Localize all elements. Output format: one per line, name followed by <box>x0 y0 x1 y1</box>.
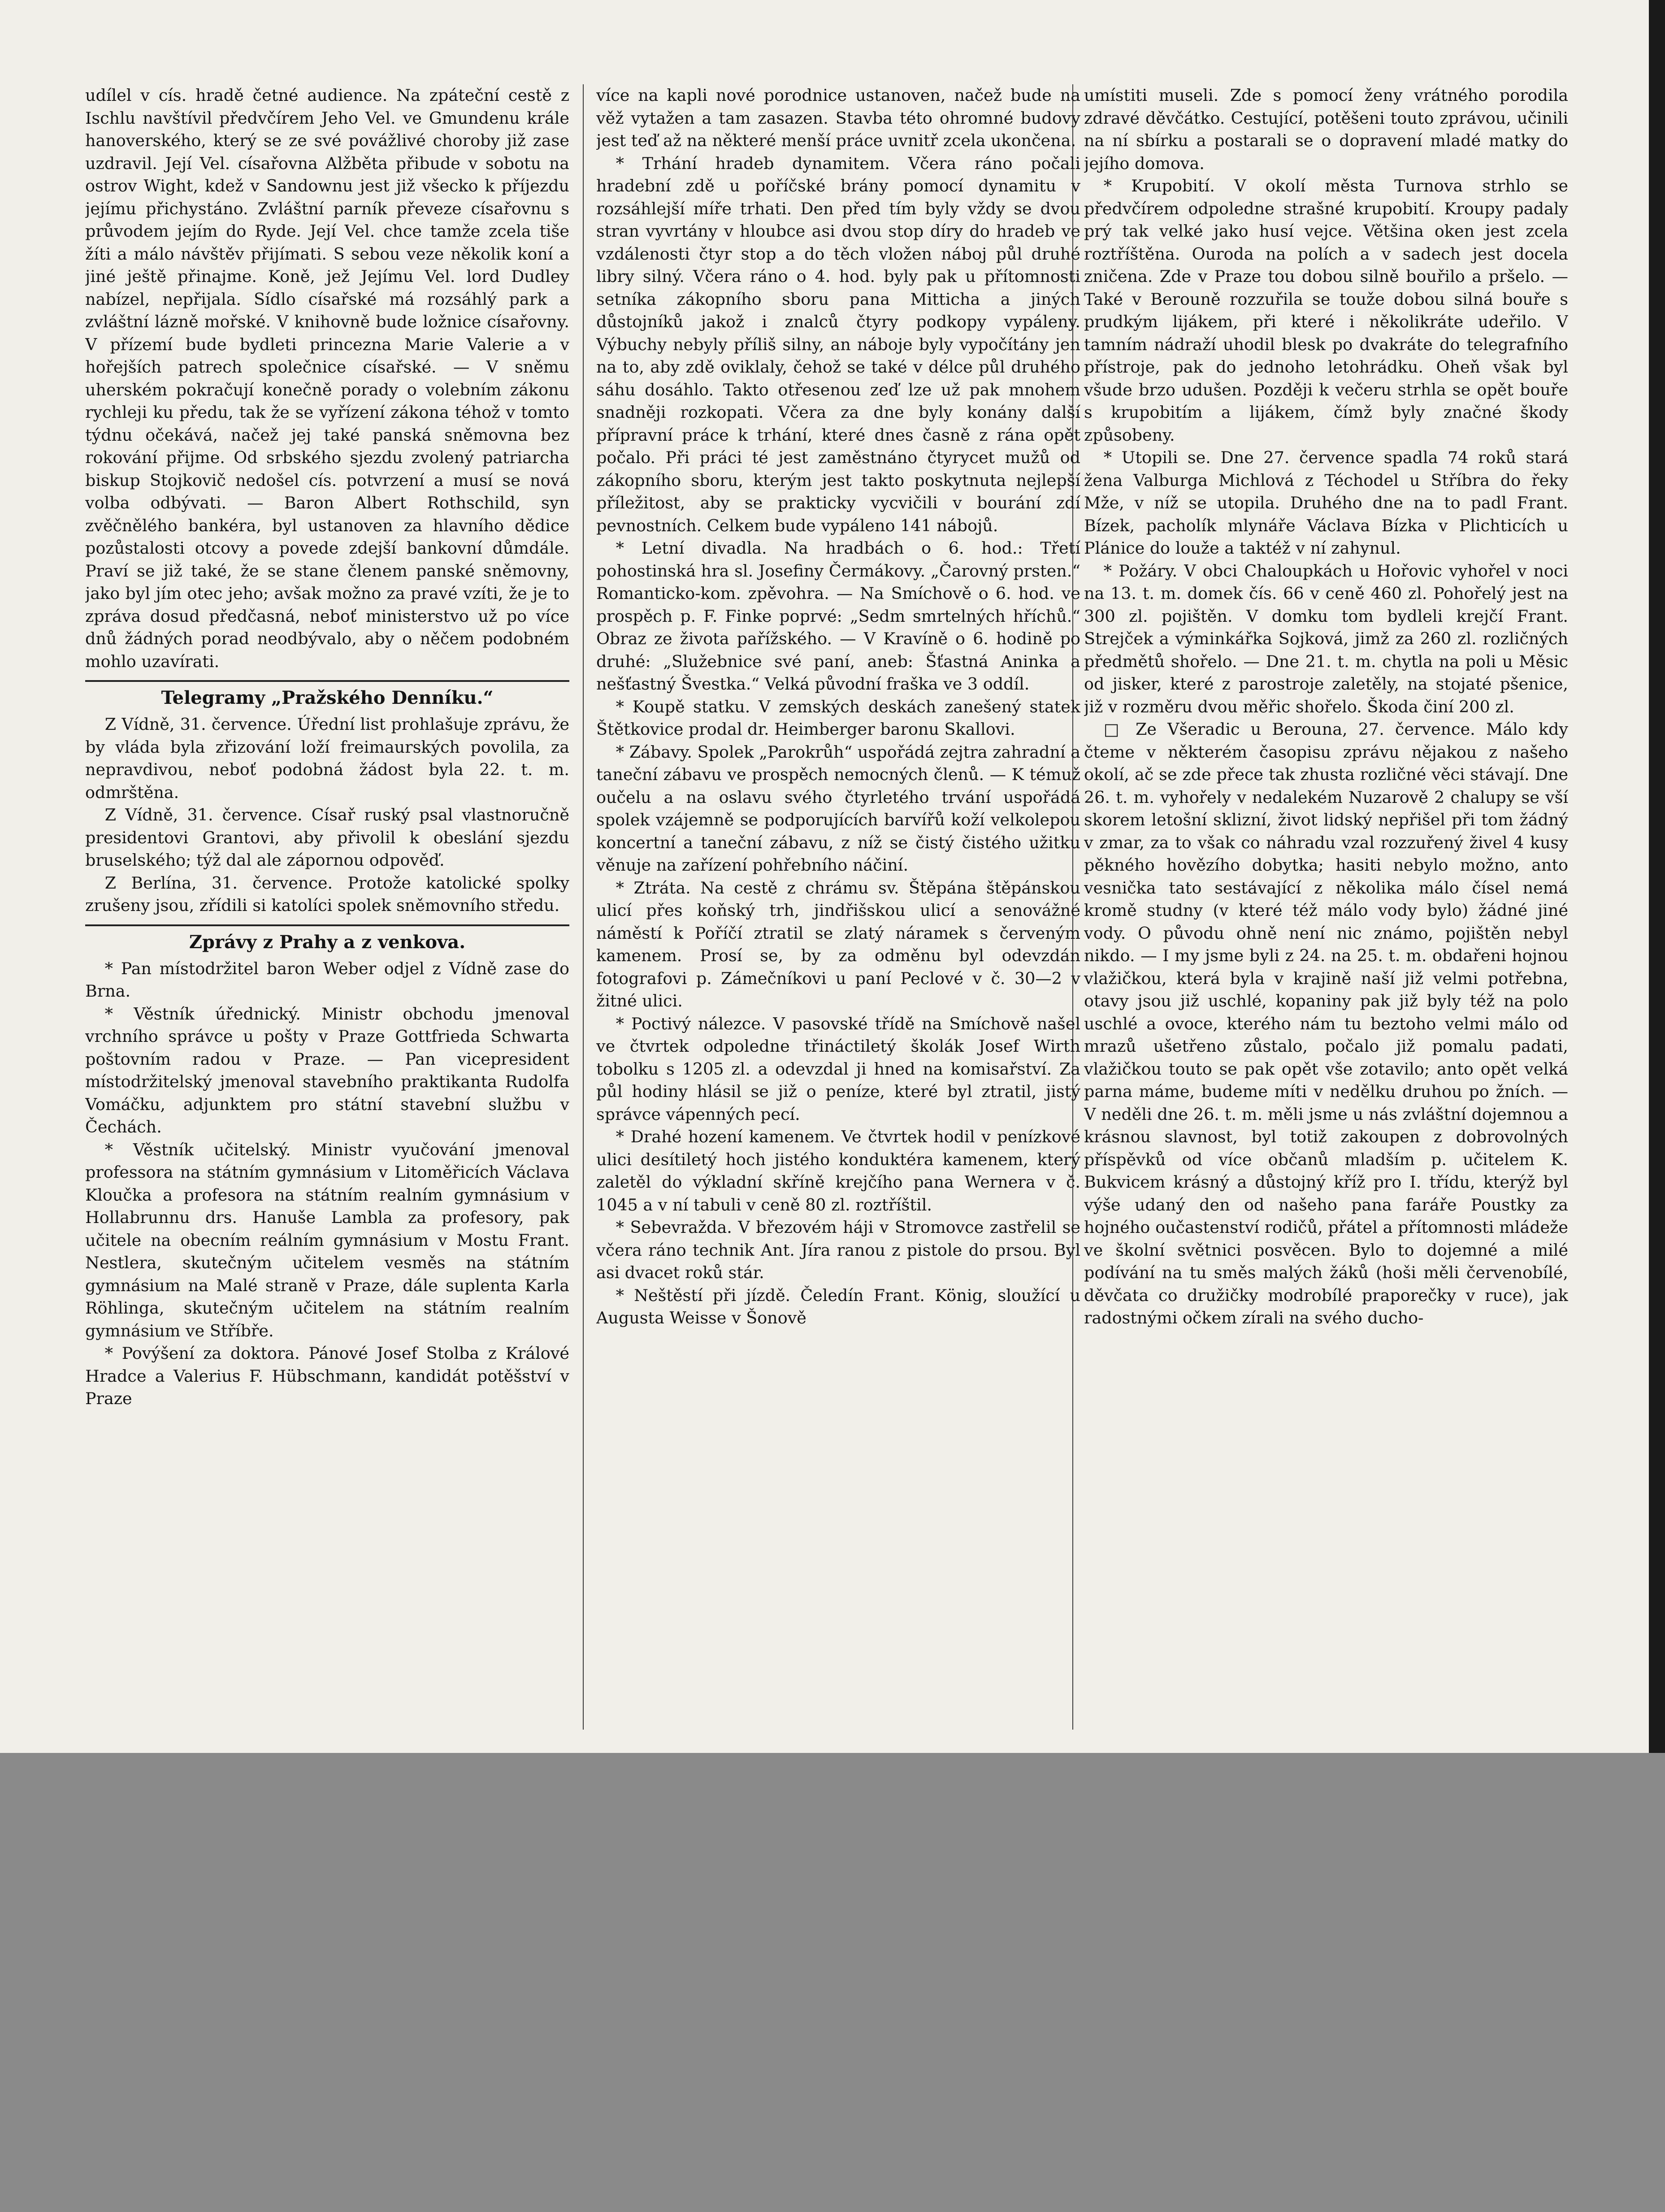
news-heading: Zprávy z Prahy a z venkova. <box>189 931 466 953</box>
news-item: * Věstník učitelský. Ministr vyučování jmenoval professora na státním gymnásium v Litoměřicích Václava Kloučka a profesora na státním realním gymnásium v Hollabrunnu drs. Hanuše Lambla za profesory, pak učitele na obecním reálním gymnásium v Mostu Frant. Nestlera, skutečným učitelem vesměs na státním gymnásium na Malé straně v Praze, dále suplenta Karla Röhlinga, skutečným učitelem na státním realním gymnásium ve Stříbře. <box>85 1140 569 1340</box>
court-news-paragraph: udílel v cís. hradě četné audience. Na zpáteční cestě z Ischlu navštívil předvčírem Jeho Vel. ve Gmundenu krále hanoverského, který se ze své povážlivé choroby již zase uzdravil. Její Vel. císařovna Alžběta přibude v sobotu na ostrov Wight, kdež v Sandownu jest již všecko k příjezdu jejímu přichystáno. Zvláštní parník převeze císařovnu s průvodem jejím do Ryde. Její Vel. chce tamže zcela tiše žíti a málo návštěv přijímati. S sebou veze několik koní a jiné ještě přinajme. Koně, jež Jejímu Vel. lord Dudley nabízel, nepřijala. Sídlo císařské má rozsáhlý park a zvláštní lázně mořské. V knihovně bude ložnice císařovny. V přízemí bude bydleti princezna Marie Valerie a v hořejších patrech společnice císařské. — V sněmu uherském pokračují konečně porady o volebním zákonu rychleji ku předu, tak že se vyřízení zákona téhož v tomto týdnu očekává, načež jej také panská sněmovna bez rokování přijme. Od srbského sjezdu zvolený patriarcha biskup Stojkovič nedošel cís. potvrzení a musí se nová volba odbývati. — Baron Albert Rothschild, syn zvěčnělého bankéra, byl ustanoven za hlavního dědice pozůstalosti otcovy a povede zdejší bankovní důmdále. Praví se již také, že se stane členem panské sněmovny, jako byl jím otec jeho; avšak možno za pravé vzíti, že je to zpráva dosud předčasná, neboť ministerstvo už po více dnů žádných porad neodbývalo, aby o něčem podobném mohlo uzavírati. <box>85 86 569 671</box>
telegram-vienna-2: Z Vídně, 31. července. Císař ruský psal vlastnoručně presidentovi Grantovi, aby přivolil k obeslání sjezdu bruselského; týž dal ale zápornou odpověď. <box>85 805 569 870</box>
news-item: * Ztráta. Na cestě z chrámu sv. Štěpána štěpánskou ulicí přes koňský trh, jindřišskou ulicí a senovážné náměstí k Poříčí ztratil se zlatý náramek s červeným kamenem. Prosí se, by za odměnu byl odevzdán fotografovi p. Zámečníkovi u paní Peclové v č. 30—2 v žitné ulici. <box>596 878 1080 1011</box>
news-item: * Sebevražda. V březovém háji v Stromovce zastřelil se včera ráno technik Ant. Jíra ranou z pistole do prsou. Byl asi dvacet roků stár. <box>596 1218 1080 1282</box>
column-3 <box>1084 84 1568 1743</box>
news-item: * Požáry. V obci Chaloupkách u Hořovic vyhořel v noci na 13. t. m. domek čís. 66 v ceně 460 zl. Pohořelý jest na 300 zl. pojištěn. V domku tom bydleli krejčí Frant. Strejček a výminkářka Sojková, jimž za 260 zl. rozličných předmětů shořelo. — Dne 21. t. m. chytla na poli u Měsic od jisker, které z parostroje zaletěly, na stojaté pšenice, již v rozměru dvou měřic shořelo. Škoda činí 200 zl. <box>1084 561 1568 716</box>
scan-edge-shadow <box>1649 0 1665 1753</box>
news-item: * Povýšení za doktora. Pánové Josef Stolba z Králové Hradce a Valerius F. Hübschmann, kandidát potěšství v Praze <box>85 1344 569 1408</box>
section-rule <box>85 680 569 682</box>
telegram-heading: Telegramy „Pražského Denníku.“ <box>161 687 494 708</box>
news-item: * Věstník úřednický. Ministr obchodu jmenoval vrchního správce u pošty v Praze Gottfrieda Schwarta poštovním radou v Praze. — Pan vicepresident místodržitelský jmenoval stavebního praktikanta Rudolfa Vomáčku, adjunktem pro státní stavební službu v Čechách. <box>85 1004 569 1136</box>
telegram-berlin: Z Berlína, 31. července. Protože katolické spolky zrušeny jsou, zřídili si katolíci spolek sněmovního středu. <box>85 873 569 915</box>
telegram-vienna-1: Z Vídně, 31. července. Úřední list prohlašuje zprávu, že by vláda byla zřizování loží freimaurských povolila, za nepravdivou, neboť podobná žádost byla 22. t. m. odmrštěna. <box>85 715 569 802</box>
news-item: umístiti museli. Zde s pomocí ženy vrátného porodila zdravé děvčátko. Cestující, potěšeni touto zprávou, učinili na ní sbírku a postarali se o dopravení mladé matky do jejího domova. <box>1084 86 1568 173</box>
section-rule <box>85 924 569 926</box>
column-divider-1 <box>583 84 584 1730</box>
news-item: * Utopili se. Dne 27. července spadla 74 roků stará žena Valburga Michlová z Téchodel u Stříbra do řeky Mže, v níž se utopila. Druhého dne na to padl Frant. Bízek, pacholík mlynáře Václava Bízka v Plichticích u Plánice do louže a taktéž v ní zahynul. <box>1084 448 1568 558</box>
news-item: * Zábavy. Spolek „Parokrůh“ uspořádá zejtra zahradní a taneční zábavu ve prospěch nemocných členů. — K témuž oučelu a na oslavu svého čtyrletého trvání uspořádá spolek vzájemně se podporujících barvířů koží velkolepou koncertní a taneční zábavu, z níž se čistý čistého užitku věnuje na zařízení pohřebního náčiní. <box>596 742 1080 875</box>
news-item: * Krupobití. V okolí města Turnova strhlo se předvčírem odpoledne strašné krupobití. Kroupy padaly prý tak velké jako husí vejce. Většina oken jest zcela roztříštěna. Ouroda na polích a v sadech jest docela zničena. Zde v Praze tou dobou silně bouřilo a pršelo. — Také v Berouně rozzuřila se touže dobou silná bouře s prudkým lijákem, při které i několikráte udeřilo. V tamním nádraží uhodil blesk po dvakráte do telegrafního přístroje, pak do jednoho letohrádku. Oheň však byl všude brzo udušen. Později k večeru strhla se opět bouře s krupobitím a lijákem, čímž byly značné škody způsobeny. <box>1084 176 1568 445</box>
scan-background <box>0 1753 1665 2212</box>
news-item: * Koupě statku. V zemských deskách zanešený statek Štětkovice prodal dr. Heimberger baronu Skallovi. <box>596 697 1080 739</box>
news-item: * Neštěstí při jízdě. Čeledín Frant. König, sloužící u Augusta Weisse v Šonově <box>596 1285 1080 1327</box>
news-item: * Poctivý nálezce. V pasovské třídě na Smíchově našel ve čtvrtek odpoledne třináctiletý školák Josef Wirth tobolku s 1205 zl. a odevzdal ji hned na komisařství. Za půl hodiny hlásil se již o peníze, které byl ztratil, jistý správce vápenných pecí. <box>596 1014 1080 1124</box>
news-item: více na kapli nové porodnice ustanoven, načež bude na věž vytažen a tam zasazen. Stavba této ohromné budovy jest teď až na některé menší práce uvnitř zcela ukončena. <box>596 86 1080 150</box>
news-item: * Letní divadla. Na hradbách o 6. hod.: Třetí pohostinská hra sl. Josefiny Čermákovy. „Čarovný prsten.“ Romanticko-kom. zpěvohra. — Na Smíchově o 6. hod. ve prospěch p. F. Finke poprvé: „Sedm smrtelných hříchů.“ Obraz ze života pařížského. — V Kravíně o 6. hodině po druhé: „Služebnice své paní, aneb: Šťastná Aninka a nešťastný Švestka.“ Velká původní fraška ve 3 oddíl. <box>596 538 1080 694</box>
column-2 <box>596 84 1080 1743</box>
news-item: * Trhání hradeb dynamitem. Včera ráno počali hradební zdě u poříčské brány pomocí dynamitu v rozsáhlejší míře trhati. Den před tím byly vždy se dvou stran vyvrtány v hloubce asi dvou stop díry do hradeb ve vzdálenosti čtyr stop a do těch vložen náboj půl druhé libry silný. Včera ráno o 4. hod. byly pak u přítomnosti setníka zákopního sboru pana Mitticha a jiných důstojníků jakož i znalců čtyry podkopy vypáleny. Výbuchy nebyly příliš silny, an náboje byly vypočítány jen na to, aby zdě oviklaly, čehož se také v délce půl druhého sáhu dosáhlo. Takto otřesenou zeď lze už pak mnohem snadněji rozkopati. Včera za dne byly konány další přípravní práce k trhání, které dnes časně z rána opět počalo. Při práci té jest zaměstnáno čtyrycet mužů od zákopního sboru, kterým jest takto poskytnuta nejlepší příležitost, aby se prakticky vycvičili v bourání zdí pevnostních. Celkem bude vypáleno 141 nábojů. <box>596 153 1080 535</box>
news-item: □ Ze Všeradic u Berouna, 27. července. Málo kdy čteme v některém časopisu zprávu nějakou z našeho okolí, ač se zde přece tak zhusta rozličné věci stávají. Dne 26. t. m. vyhořely v nedalekém Nuzarově 2 chalupy se vší skorem letošní sklizní, život lidský nepřišel při tom žádný v zmar, za to však co náhradu vzal rozzuřený živel 4 kusy pěkného hovězího dobytka; hasiti nebylo možno, anto vesnička tato sestávající z několika málo čísel nemá kromě studny (v které též málo vody bylo) žádné jiné vody. O původu ohně není nic známo, pojištěn nebyl nikdo. — I my jsme byli z 24. na 25. t. m. obdařeni hojnou vlažičkou, která byla v krajině naší již velmi potřebna, otavy jsou již uschlé, kopaniny pak již byly též na polo uschlé a ovoce, kterého nám tu beztoho velmi málo od mrazů ušetřeno zůstalo, počalo již pomalu padati, vlažičkou touto se pak opět vše zotavilo; anto opět velká parna máme, budeme míti v nedělku druhou po žních. — V neděli dne 26. t. m. měli jsme u nás zvláštní dojemnou a krásnou slavnost, byl totiž zakoupen z dobrovolných příspěvků od více občanů mladším p. učitelem K. Bukvicem krásný a důstojný kříž pro I. třídu, kterýž byl výše udaný den od našeho pana faráře Poustky za hojného oučastenství rodičů, přátel a přítomnosti mládeže ve školní světnici posvěcen. Bylo to dojemné a milé podívání na tu směs malých žáků (hoši měli červenobílé, děvčata co družičky modrobílé praporečky v ruce), jak radostnými očkem zírali na svého ducho- <box>1084 720 1568 1327</box>
news-item: * Drahé hození kamenem. Ve čtvrtek hodil v penízkové ulici desítiletý hoch jistého konduktéra kamenem, který zaletěl do výkladní skříně krejčího pana Wernera v č. 1045 a v ní tabuli v ceně 80 zl. roztříštil. <box>596 1127 1080 1214</box>
news-item: * Pan místodržitel baron Weber odjel z Vídně zase do Brna. <box>85 959 569 1001</box>
column-1 <box>85 84 569 1743</box>
